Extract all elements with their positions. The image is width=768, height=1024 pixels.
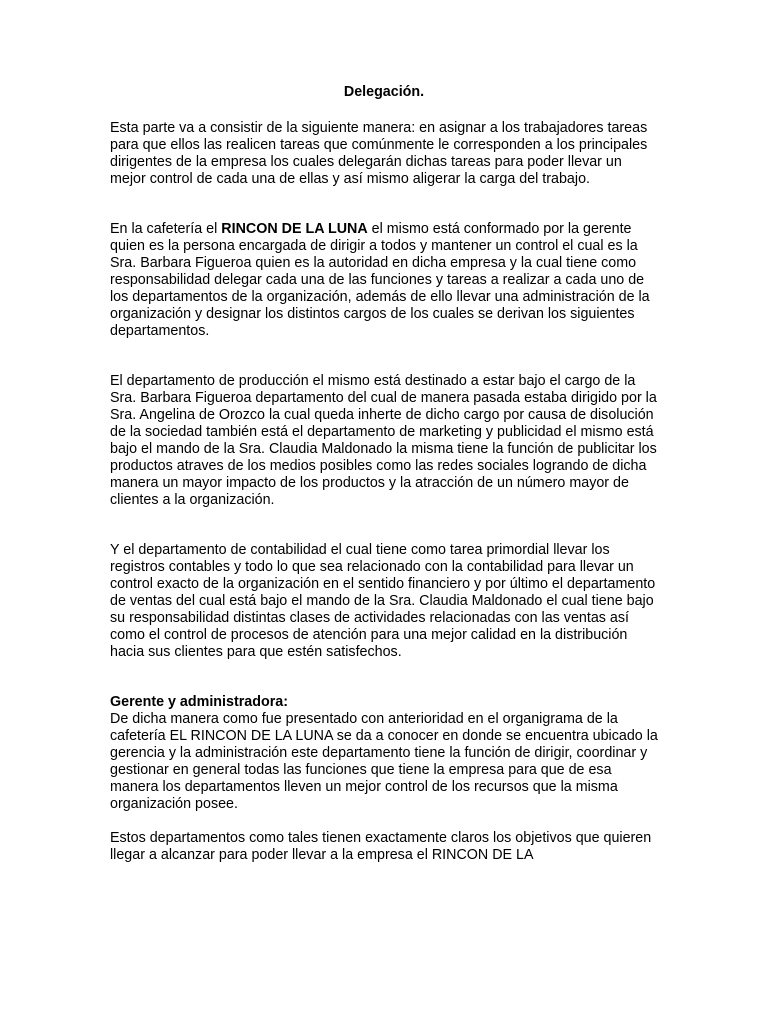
paragraph-gap [110, 188, 658, 221]
paragraph-management: De dicha manera como fue presentado con anterioridad en el organigrama de la cafetería EL RINCON DE LA LUNA se da a conocer en donde se encuentra ubicado la gerencia y la administración este departamento tiene la función de dirigir, coordinar y gestionar en general todas las funciones que tiene la empresa para que de esa manera los departamentos lleven un mejor control de los recursos que la misma organización posee. [110, 711, 658, 812]
paragraph-production: El departamento de producción el mismo está destinado a estar bajo el cargo de la Sra. Barbara Figueroa departamento del cual de manera pasada estaba dirigido por la Sra. Angelina de Orozco la cual queda inherte de dicho cargo por causa de disolución de la sociedad también está el departamento de marketing y publicidad el mismo está bajo el mando de la Sra. Claudia Maldonado la misma tiene la función de publicitar los productos atraves de los medios posibles como las redes sociales logrando de dicha manera un mayor impacto de los productos y la atracción de un número mayor de clientes a la organización. [110, 373, 657, 508]
paragraph-cafeteria [110, 221, 658, 340]
paragraph-accounting: Y el departamento de contabilidad el cual tiene como tarea primordial llevar los registros contables y todo lo que sea relacionado con la contabilidad para llevar un control exacto de la organización en el sentido financiero y por último el departamento de ventas del cual está bajo el mando de la Sra. Claudia Maldonado el cual tiene bajo su responsabilidad distintas clases de actividades relacionadas con las ventas así como el control de procesos de atención para una mejor calidad en la distribución hacia sus clientes para que estén satisfechos. [110, 542, 656, 660]
document-title: Delegación. [343, 84, 425, 100]
paragraph-gap [110, 661, 658, 694]
business-name: RINCON DE LA LUNA [221, 221, 368, 237]
section-heading: Gerente y administradora: [110, 694, 288, 710]
paragraph-gap [110, 509, 658, 542]
document-page [110, 84, 658, 864]
paragraph-gap [110, 340, 658, 373]
paragraph-objectives: Estos departamentos como tales tienen exactamente claros los objetivos que quieren llegar a alcanzar para poder llevar a la empresa el RINCON DE LA [110, 830, 652, 863]
paragraph-gap [110, 813, 658, 830]
paragraph-intro: Esta parte va a consistir de la siguiente manera: en asignar a los trabajadores tareas para que ellos las realicen tareas que comúnmente le corresponden a los principales dirigentes de la empresa los cuales delegarán dichas tareas para poder llevar un mejor control de cada una de ellas y así mismo aligerar la carga del trabajo. [110, 120, 648, 187]
paragraph-cafeteria-rest: el mismo está conformado por la gerente quien es la persona encargada de dirigir a todos y mantener un control el cual es la Sra. Barbara Figueroa quien es la autoridad en dicha empresa y la cual tiene como responsabilidad delegar cada una de las funciones y tareas a realizar a cada uno de los departamentos de la organización, además de ello llevar una administración de la organización y designar los distintos cargos de los cuales se derivan los siguientes departamentos. [110, 221, 650, 339]
paragraph-cafeteria-start: En la cafetería el [110, 221, 222, 237]
